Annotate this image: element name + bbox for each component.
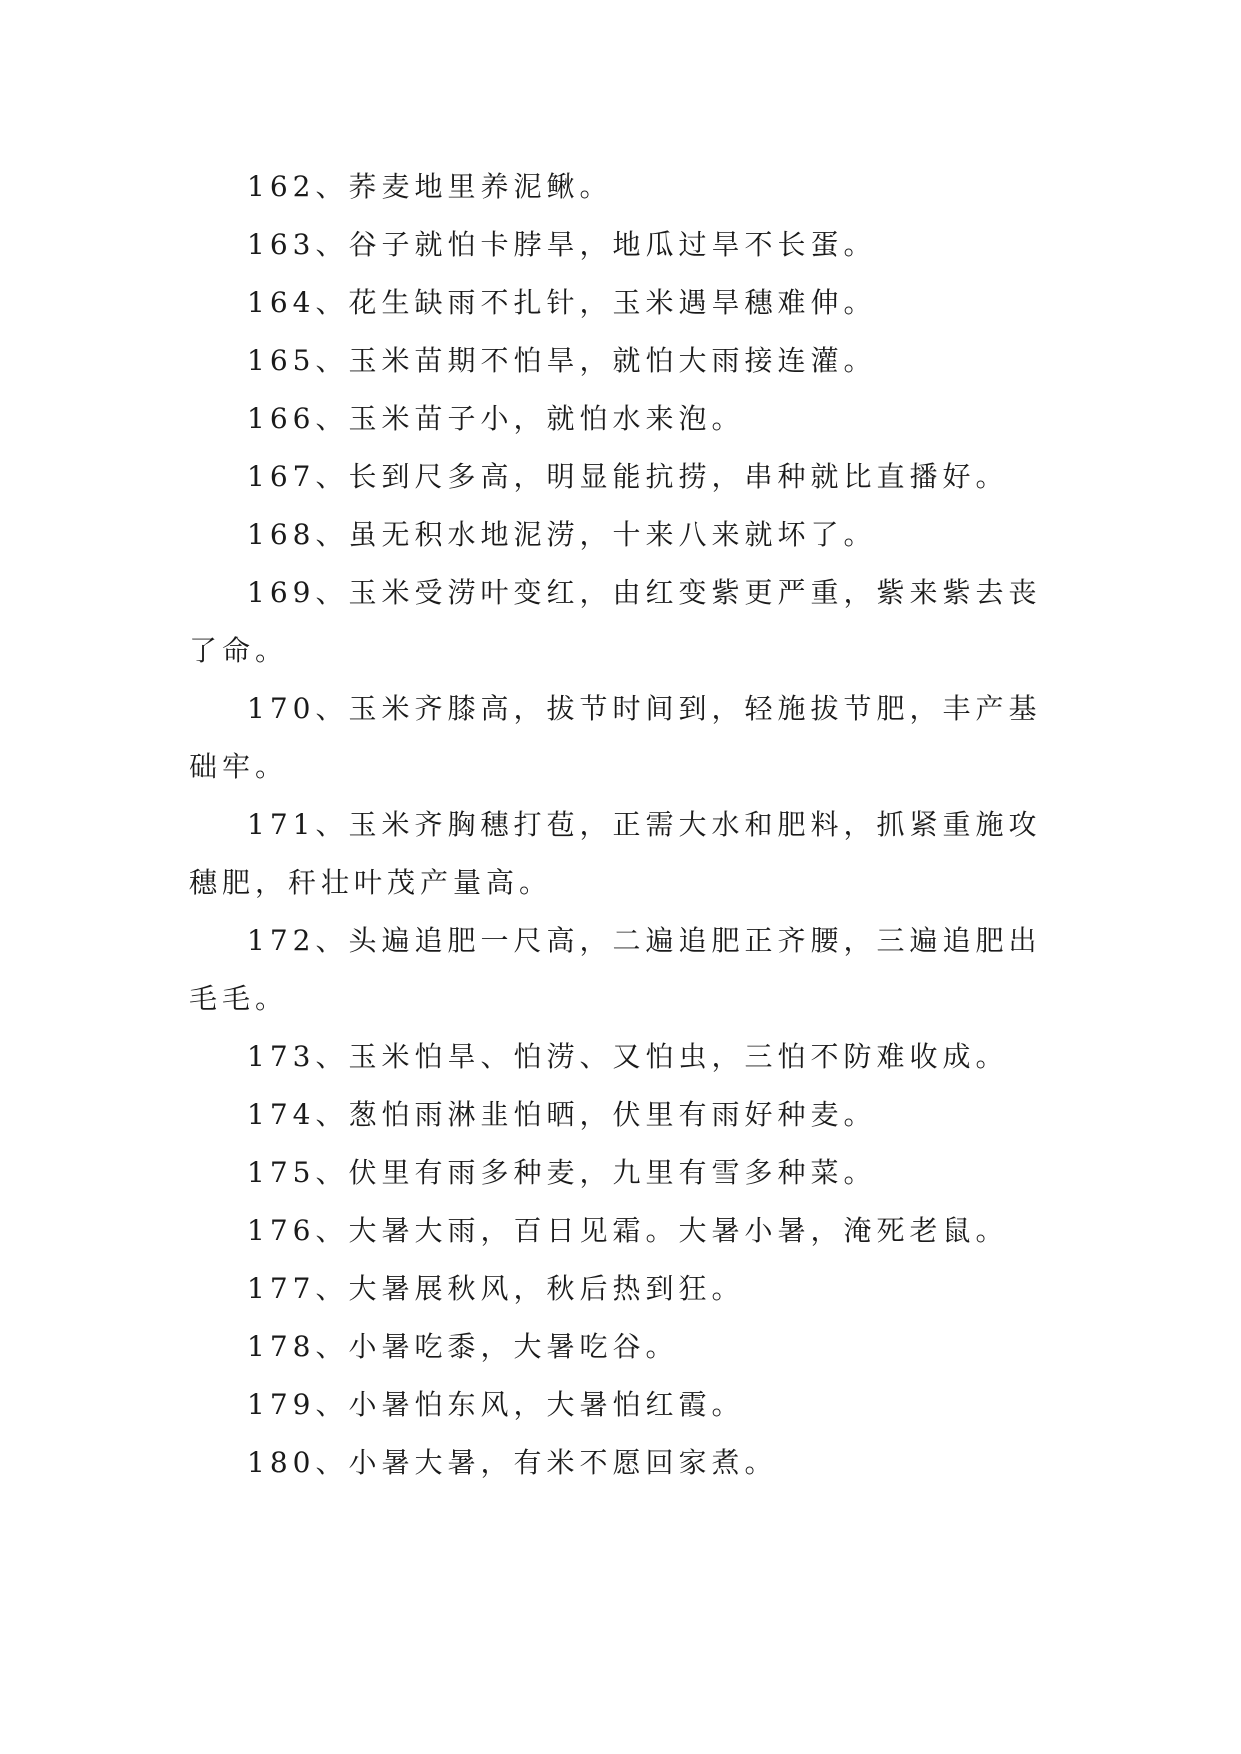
paragraph-174: 174、葱怕雨淋韭怕晒，伏里有雨好种麦。 (247, 1098, 877, 1131)
paragraph-179: 179、小暑怕东风，大暑怕红霞。 (247, 1388, 745, 1421)
paragraph-169: 169、玉米受涝叶变红，由红变紫更严重，紫来紫去丧了命。 (189, 576, 1042, 667)
paragraph-163: 163、谷子就怕卡脖旱，地瓜过旱不长蛋。 (247, 228, 877, 261)
paragraph-164: 164、花生缺雨不扎针，玉米遇旱穗难伸。 (247, 286, 877, 319)
paragraph-178: 178、小暑吃黍，大暑吃谷。 (247, 1330, 679, 1363)
paragraph-166: 166、玉米苗子小，就怕水来泡。 (247, 402, 745, 435)
paragraph-175: 175、伏里有雨多种麦，九里有雪多种菜。 (247, 1156, 877, 1189)
document-body (189, 158, 1055, 1492)
paragraph-172: 172、头遍追肥一尺高，二遍追肥正齐腰，三遍追肥出毛毛。 (189, 924, 1042, 1015)
paragraph-162: 162、荞麦地里养泥鳅。 (247, 170, 613, 203)
paragraph-180: 180、小暑大暑，有米不愿回家煮。 (247, 1446, 778, 1479)
paragraph-173: 173、玉米怕旱、怕涝、又怕虫，三怕不防难收成。 (247, 1040, 1009, 1073)
paragraph-170: 170、玉米齐膝高，拔节时间到，轻施拔节肥，丰产基础牢。 (189, 692, 1042, 783)
paragraph-171: 171、玉米齐胸穗打苞，正需大水和肥料，抓紧重施攻穗肥，秆壮叶茂产量高。 (189, 808, 1042, 899)
paragraph-176: 176、大暑大雨，百日见霜。大暑小暑，淹死老鼠。 (247, 1214, 1009, 1247)
paragraph-165: 165、玉米苗期不怕旱，就怕大雨接连灌。 (247, 344, 877, 377)
paragraph-167: 167、长到尺多高，明显能抗捞，串种就比直播好。 (247, 460, 1009, 493)
paragraph-177: 177、大暑展秋风，秋后热到狂。 (247, 1272, 745, 1305)
paragraph-168: 168、虽无积水地泥涝，十来八来就坏了。 (247, 518, 877, 551)
